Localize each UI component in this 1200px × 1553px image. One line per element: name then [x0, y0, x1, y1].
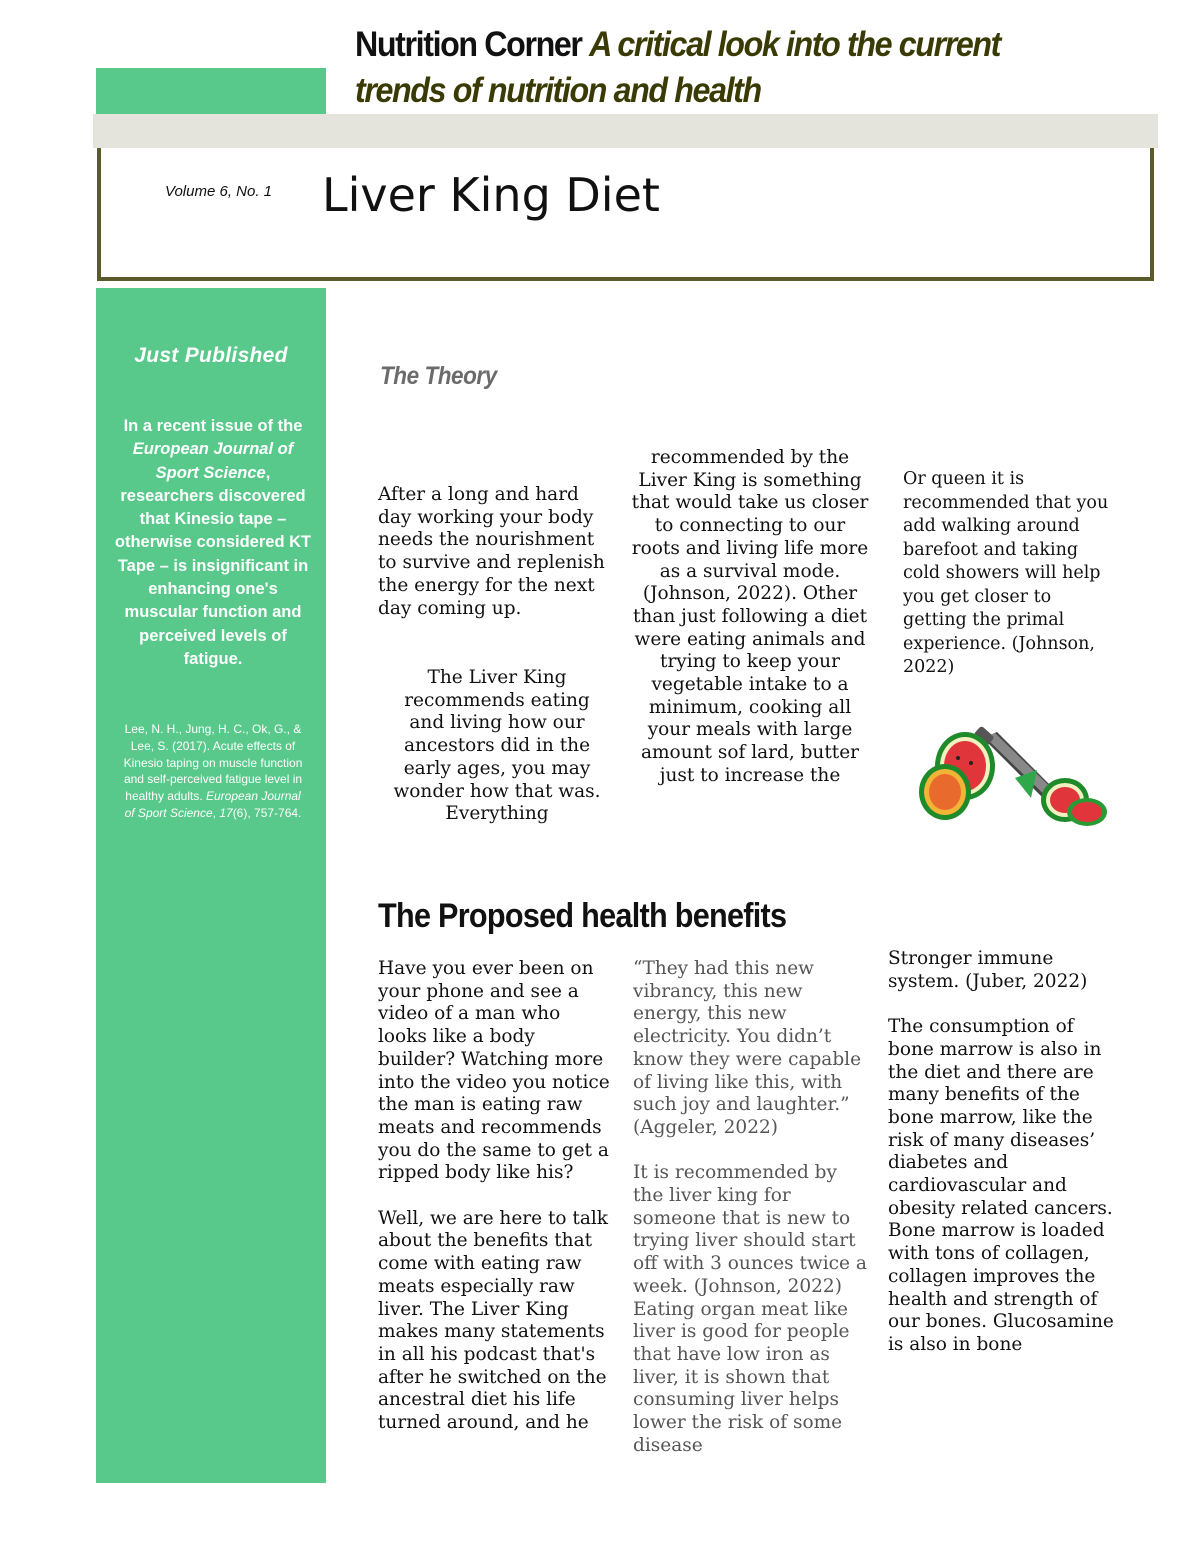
page-title: Liver King Diet	[322, 168, 660, 222]
benefits-paragraph: The consumption of bone marrow is also in the diet and there are many benefits of the bone marrow, like the risk of many diseases’ diabetes and cardiovascular and obesity related cancers. Bone marrow is loaded with tons of collagen, collagen improves the health and strength of our bones. Glucosamine is also in bone	[888, 1016, 1114, 1355]
benefits-paragraph: It is recommended by the liver king for someone that is new to trying liver should start off with 3 ounces twice a week. (Johnson, 2022) Eating organ meat like liver is good for people that have low iron as liver, it is shown that consuming liver helps lower the risk of some disease	[633, 1162, 867, 1456]
benefits-column-1	[378, 958, 613, 1471]
blurb-text-start: In a recent issue of the	[123, 417, 303, 435]
sidebar-top-accent	[96, 68, 326, 114]
theory-column-1-paragraph-2	[384, 667, 610, 826]
theory-paragraph: The Liver King recommends eating and living how our ancestors did in the early ages, you may wonder how that was. Everything	[393, 667, 601, 825]
citation-separator: ,	[212, 805, 220, 820]
section-heading-theory: The Theory	[380, 362, 497, 390]
sidebar	[96, 288, 326, 1483]
newsletter-tagline-1: A critical look into the current	[589, 25, 1001, 64]
newsletter-name: Nutrition Corner	[355, 25, 582, 64]
citation-pages: (6), 757-764.	[232, 805, 302, 820]
sidebar-heading: Just Published	[134, 344, 288, 367]
theory-paragraph: recommended by the Liver King is something that would take us closer to connecting to our roots and living life more as a survival mode. (Johnson, 2022). Other than just following a diet were eating animals and trying to keep your vegetable intake to a minimum, cooking all your meals with large amount sof lard, butter just to increase the	[631, 447, 869, 786]
newsletter-tagline-2: trends of nutrition and health	[355, 71, 761, 110]
theory-paragraph: After a long and hard day working your body needs the nourishment to survive and replenish the energy for the next day coming up.	[378, 484, 605, 619]
masthead-line-1	[355, 22, 1091, 68]
theory-column-3	[903, 468, 1118, 680]
citation-authors: Lee, N. H., Jung, H. C., Ok, G., & Lee, S. (2017). Acute effects of Kinesio taping on muscle function and self-perceived fatigue level in healthy adults.	[123, 722, 303, 804]
theory-paragraph: Or queen it is recommended that you add walking around barefoot and taking cold showers will help you get closer to getting the primal experience. (Johnson, 2022)	[903, 469, 1109, 677]
blurb-journal-name: European Journal of Sport Science	[132, 440, 294, 482]
benefits-column-3	[888, 948, 1123, 1461]
benefits-column-2	[633, 958, 868, 1471]
sidebar-blurb	[110, 415, 316, 671]
benefits-paragraph: Stronger immune system. (Juber, 2022)	[888, 948, 1088, 992]
blurb-text-end: , researchers discovered that Kinesio tape – otherwise considered KT Tape – is insignificant in enhancing one's muscular function and perceived levels of fatigue.	[114, 463, 312, 668]
header-band	[93, 114, 1158, 148]
benefits-quote: “They had this new vibrancy, this new energy, this new electricity. You didn’t know they were capable of living like this, with such joy and laughter.” (Aggeler, 2022)	[633, 958, 862, 1138]
section-heading-benefits: The Proposed health benefits	[378, 897, 787, 935]
theory-column-2	[630, 447, 870, 788]
theory-column-1-paragraph-1	[378, 484, 616, 620]
citation-journal: European Journal of Sport Science	[124, 789, 301, 820]
watermelon-dumbbell-icon	[905, 708, 1120, 826]
citation-volume: 17	[219, 805, 233, 820]
sidebar-citation	[122, 721, 304, 822]
volume-label: Volume 6, No. 1	[165, 183, 272, 200]
masthead	[355, 22, 1091, 114]
benefits-paragraph: Well, we are here to talk about the benefits that come with eating raw meats especially raw liver. The Liver King makes many statements in all his podcast that's after he switched on the ancestral diet his life turned around, and he	[378, 1207, 608, 1434]
benefits-paragraph: Have you ever been on your phone and see a video of a man who looks like a body builder? Watching more into the video you notice the man is eating raw meats and recommends you do the same to get a ripped body like his?	[378, 958, 610, 1184]
